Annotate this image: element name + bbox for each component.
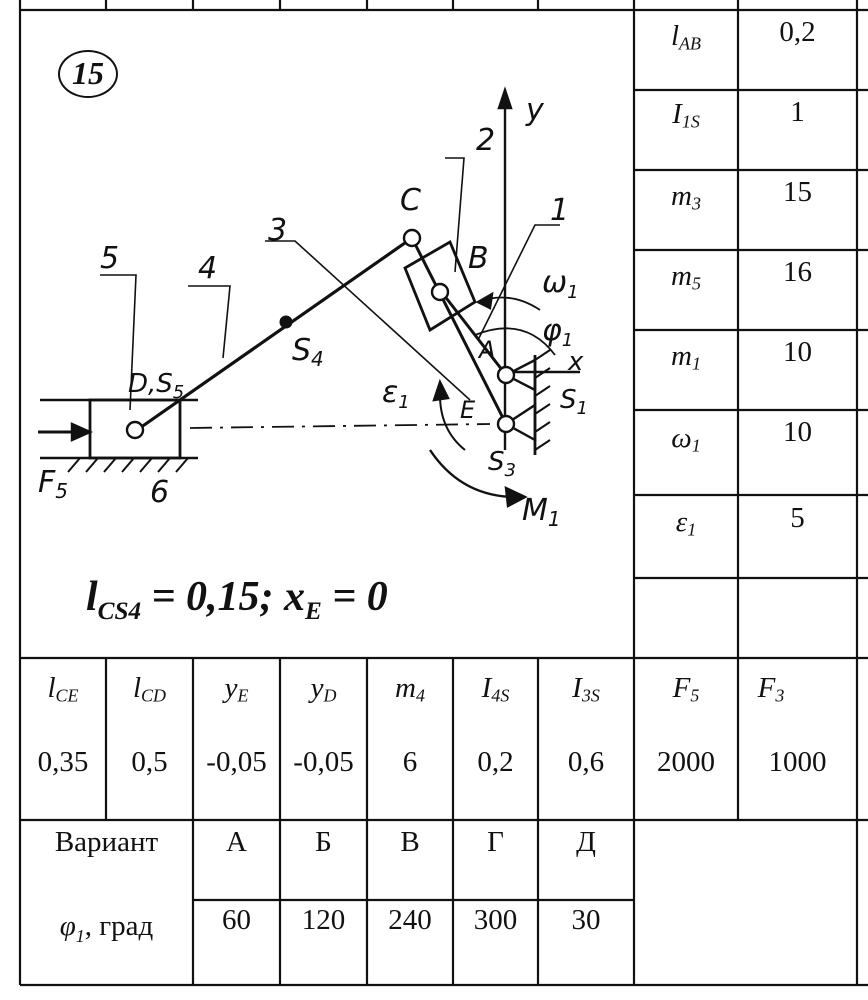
label-epsilon: $\varepsilon_1$	[382, 375, 410, 413]
param-symbol-lcd: $l_{CD}$	[132, 672, 167, 706]
param-value-m1: 10	[783, 336, 812, 368]
param-value-m5: 16	[783, 256, 812, 288]
label-f5: $F_5$	[38, 465, 68, 503]
joint-b	[432, 284, 448, 300]
angle-value-v: 240	[388, 904, 432, 936]
variant-d: Д	[576, 826, 596, 858]
label-phi: $\varphi_1$	[542, 313, 574, 351]
label-1: 1	[550, 193, 570, 228]
label-c: C	[400, 183, 421, 218]
label-3: 3	[268, 213, 288, 248]
label-d-s5: $D,S_5$	[128, 369, 185, 403]
label-b: B	[468, 241, 489, 276]
param-value-i3s: 0,6	[567, 746, 605, 778]
label-4: 4	[198, 251, 218, 286]
variant-g: Г	[487, 826, 504, 858]
param-value-lce: 0,35	[37, 746, 89, 778]
variant-b: Б	[315, 826, 332, 858]
param-value-lab: 0,2	[779, 16, 816, 48]
param-symbol-omega1: $\omega_1$	[671, 422, 701, 456]
param-symbol-i1s: $I_{1S}$	[672, 98, 700, 132]
param-value-omega1: 10	[783, 416, 812, 448]
param-value-lcd: 0,5	[131, 746, 168, 778]
angle-value-g: 300	[473, 904, 518, 936]
variant-v: В	[400, 826, 420, 858]
mechanism-diagram	[20, 10, 632, 658]
param-symbol-f3: $F_3$	[757, 672, 785, 706]
param-value-epsilon1: 5	[790, 502, 805, 534]
label-e: E	[460, 396, 476, 424]
label-m1: $M_1$	[522, 493, 561, 531]
param-symbol-i3s: $I_{3S}$	[572, 672, 600, 706]
label-s4: $S_4$	[292, 333, 324, 371]
param-value-i4s: 0,2	[477, 746, 514, 778]
angle-value-a: 60	[222, 904, 251, 936]
label-x: x	[568, 347, 584, 377]
param-symbol-i4s: $I_{4S}$	[481, 672, 510, 706]
param-symbol-lce: $l_{CE}$	[47, 672, 79, 706]
label-omega: $\omega_1$	[542, 265, 579, 303]
param-value-yd: -0,05	[293, 746, 354, 778]
joint-a	[498, 367, 514, 383]
joint-e	[498, 416, 514, 432]
angle-value-d: 30	[571, 904, 601, 936]
label-a: A	[479, 336, 496, 364]
angle-label: $\varphi_1$, град	[59, 910, 154, 946]
label-6: 6	[150, 475, 170, 510]
figure-number-badge: 15	[58, 50, 118, 98]
variant-label: Вариант	[54, 826, 159, 858]
param-symbol-m5: $m_5$	[671, 260, 701, 294]
param-symbol-yd: $y_D$	[310, 672, 337, 706]
param-value-f3: 1000	[768, 746, 827, 778]
variant-a: А	[226, 826, 247, 858]
param-symbol-ye: $y_E$	[224, 672, 249, 706]
label-s1: $S_1$	[560, 385, 588, 419]
mechanism-figure	[20, 10, 632, 658]
param-symbol-lab: $l_{AB}$	[670, 20, 701, 54]
param-symbol-m1: $m_1$	[671, 340, 701, 374]
point-s4	[280, 316, 293, 329]
angle-value-b: 120	[301, 904, 346, 936]
param-value-m3: 15	[783, 176, 812, 208]
param-value-i1s: 1	[790, 96, 805, 128]
label-s3: $S_3$	[488, 447, 516, 481]
joint-d	[127, 422, 143, 438]
joint-c	[404, 230, 420, 246]
param-symbol-m4: $m_4$	[395, 672, 425, 706]
figure-condition: $l_{CS4} = 0,15$; $x_E = 0$	[86, 574, 388, 625]
label-y: y	[526, 93, 544, 128]
label-2: 2	[476, 123, 496, 158]
param-symbol-epsilon1: $\varepsilon_1$	[675, 506, 697, 540]
param-value-ye: -0,05	[206, 746, 267, 778]
param-value-m4: 6	[402, 746, 418, 778]
param-symbol-m3: $m_3$	[671, 180, 701, 214]
param-symbol-f5: $F_5$	[672, 672, 700, 706]
param-value-f5: 2000	[657, 746, 715, 778]
label-5: 5	[100, 241, 120, 276]
